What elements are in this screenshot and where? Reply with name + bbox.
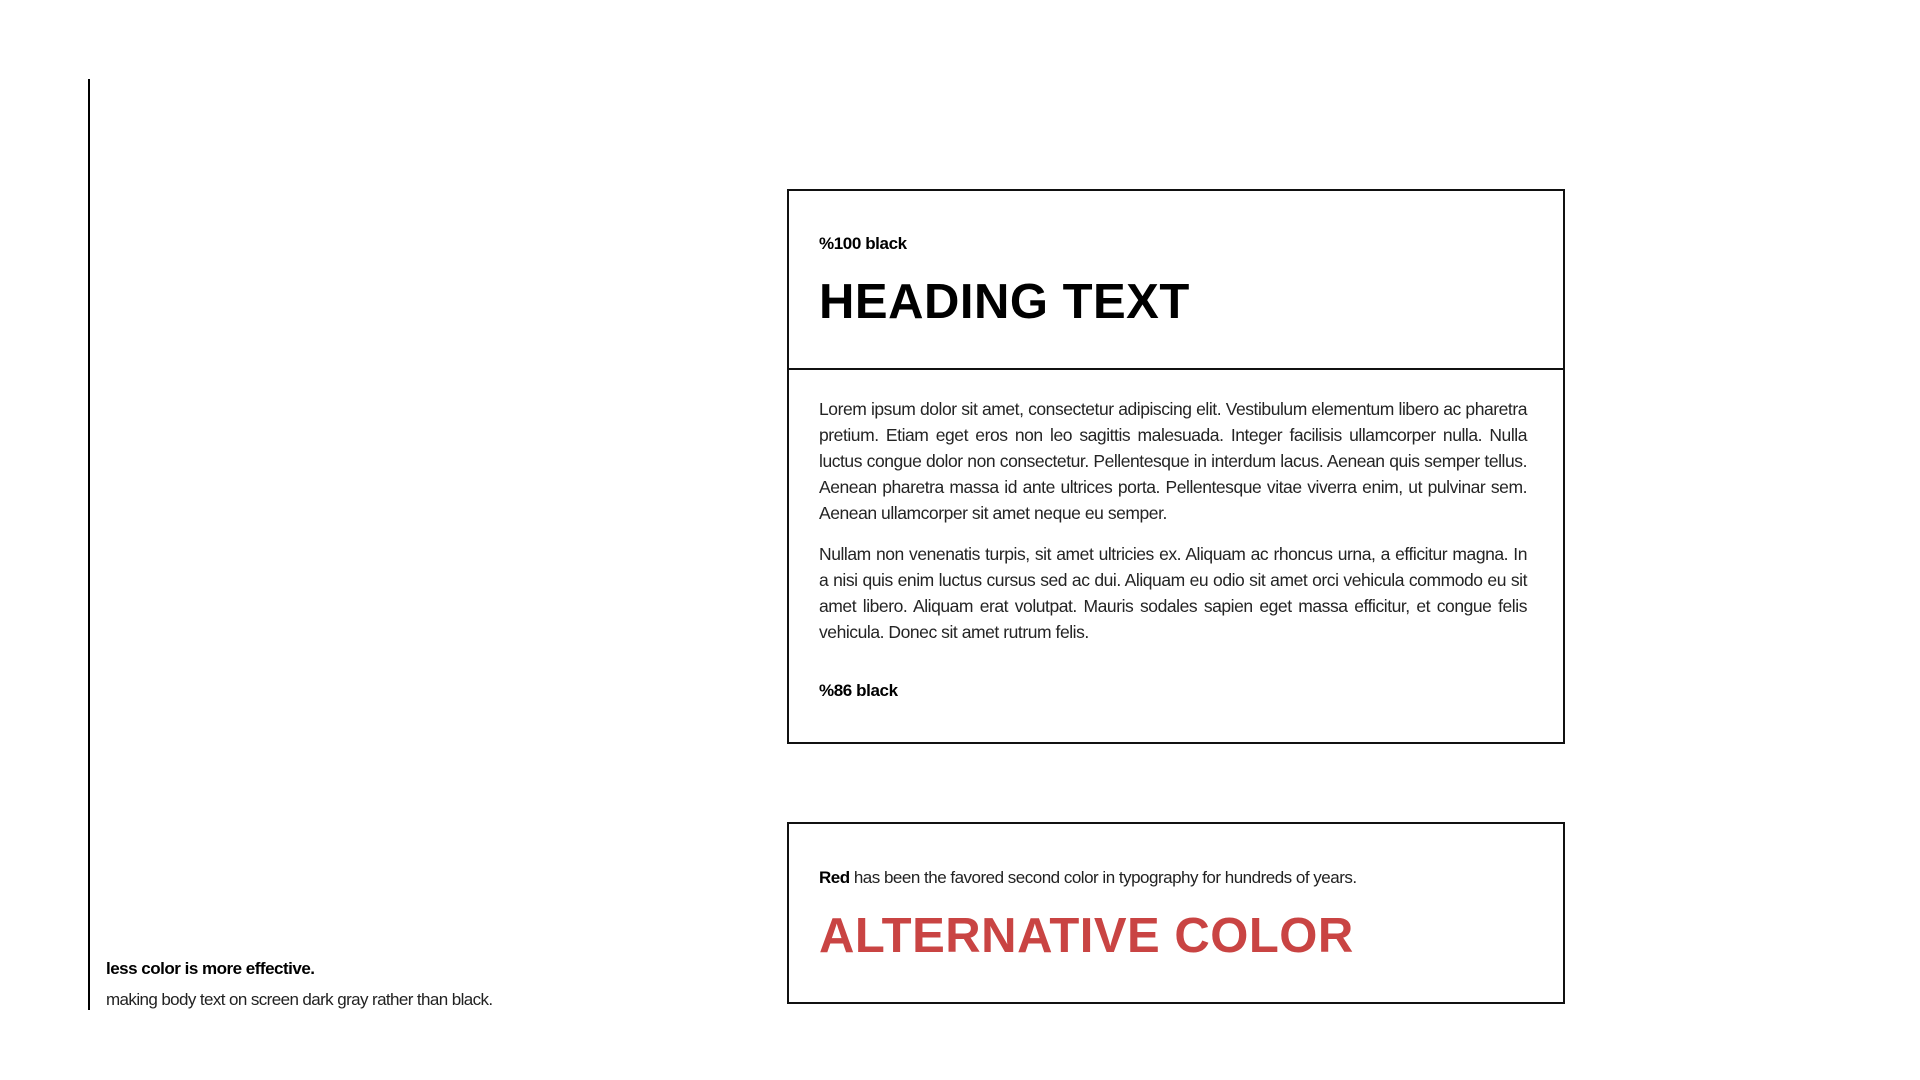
sidebar-note-title: less color is more effective. xyxy=(106,959,315,978)
red-word: Red xyxy=(819,868,850,887)
red-description xyxy=(819,868,1533,888)
alternative-color-heading: ALTERNATIVE COLOR xyxy=(819,909,1354,963)
top-caption: %100 black xyxy=(819,234,907,253)
heading-text: HEADING TEXT xyxy=(819,275,1190,329)
bottom-caption: %86 black xyxy=(819,681,898,700)
alternative-color-card xyxy=(787,822,1565,1004)
card-body xyxy=(789,370,1563,701)
card-header xyxy=(789,191,1563,370)
vertical-rule xyxy=(88,79,90,1010)
sidebar-note-body: making body text on screen dark gray rather than black. xyxy=(106,990,493,1009)
red-description-rest: has been the favored second color in typography for hundreds of years. xyxy=(849,868,1357,887)
body-paragraph: Nullam non venenatis turpis, sit amet ultricies ex. Aliquam ac rhoncus urna, a efficitur magna. In a nisi quis enim luctus cursus sed ac dui. Aliquam eu odio sit amet orci vehicula commodo eu sit amet libero. Aliquam erat volutpat. Mauris sodales sapien eget massa efficitur, et congue felis vehicula. Donec sit amet rutrum felis. xyxy=(819,544,1527,642)
sidebar-note xyxy=(106,958,626,1011)
body-paragraph: Lorem ipsum dolor sit amet, consectetur adipiscing elit. Vestibulum elementum libero ac pharetra pretium. Etiam eget eros non leo sagittis malesuada. Integer facilisis ullamcorper nulla. Nulla luctus congue dolor non consectetur. Pellentesque in interdum lacus. Aenean quis semper tellus. Aenean pharetra massa id ante ultrices porta. Pellentesque vitae viverra enim, ut pulvinar sem. Aenean ullamcorper sit amet neque eu semper. xyxy=(819,399,1527,523)
primary-text-card xyxy=(787,189,1565,744)
